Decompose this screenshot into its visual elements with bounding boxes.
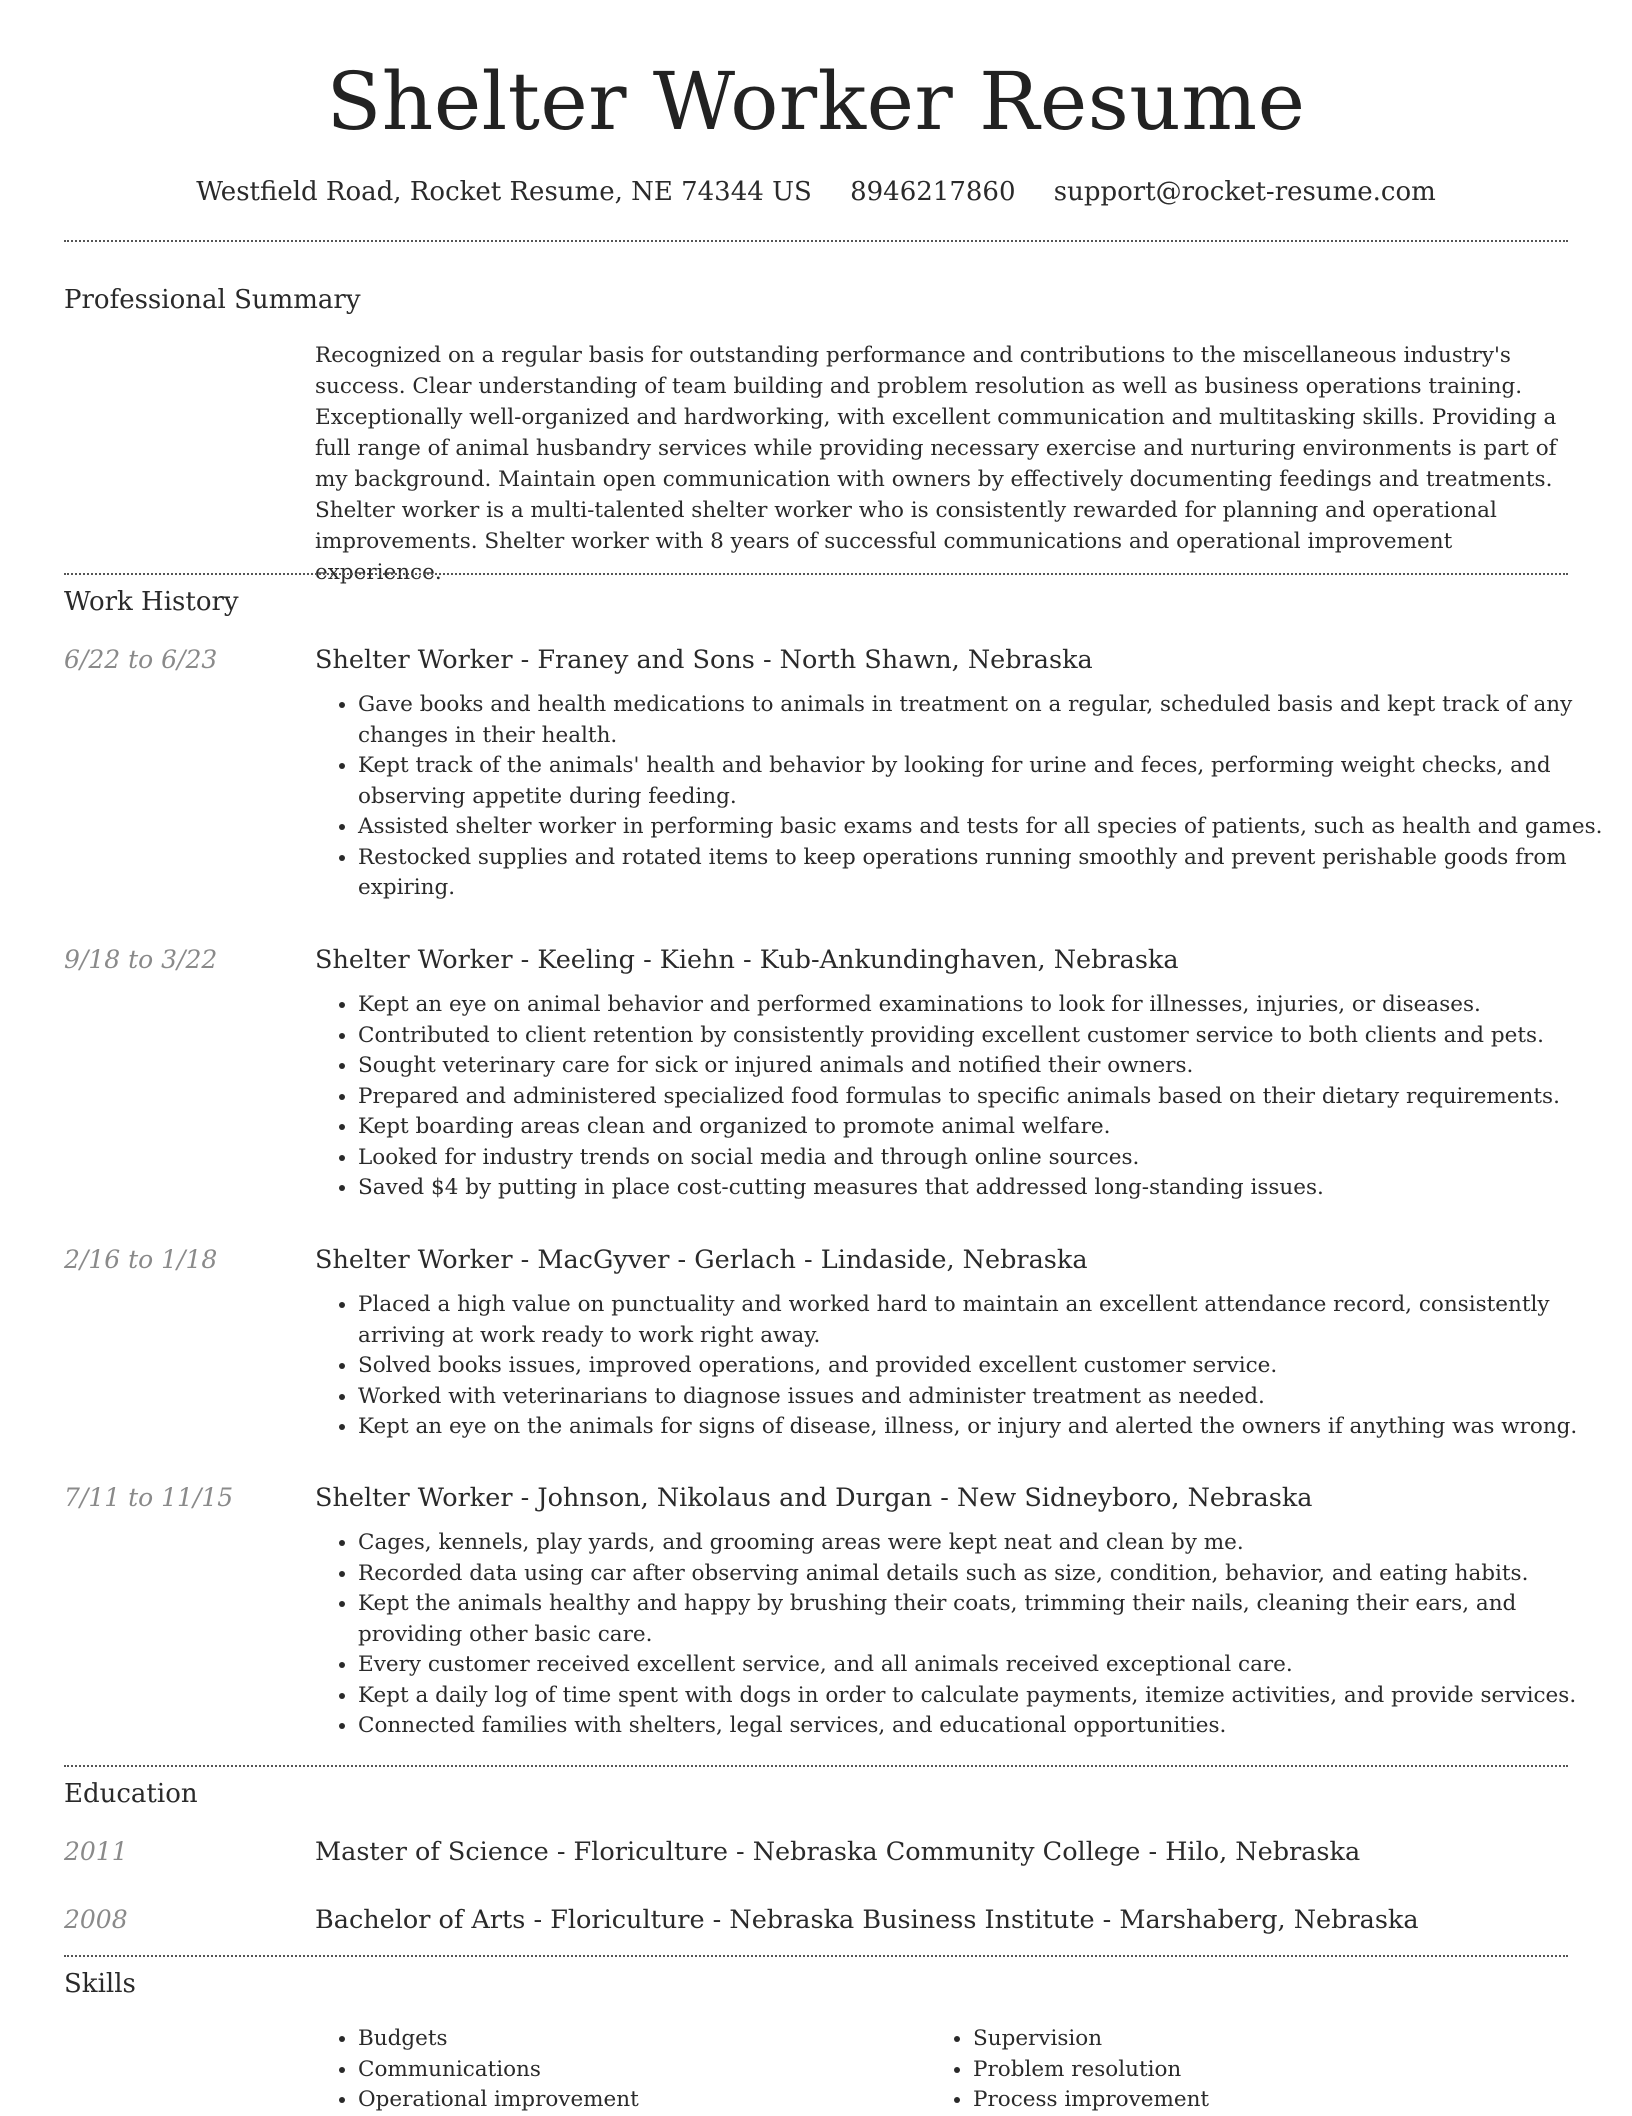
- job-bullet: • Gave books and health medications to animals in treatment on a regular, scheduled basis and kept track of any changes in their health.: [358, 690, 1603, 751]
- job-bullet: • Contributed to client retention by consistently providing excellent customer service to both clients and pets.: [358, 1021, 1603, 1052]
- job-bullet: • Cages, kennels, play yards, and grooming areas were kept neat and clean by me.: [358, 1528, 1603, 1559]
- job-bullet: • Saved $4 by putting in place cost-cutting measures that addressed long-standing issues.: [358, 1173, 1603, 1204]
- job-bullet: • Every customer received excellent service, and all animals received exceptional care.: [358, 1650, 1603, 1681]
- job-bullet: • Kept an eye on the animals for signs of disease, illness, or injury and alerted the owners if anything was wrong.: [358, 1412, 1603, 1443]
- skill-item: • Communications: [358, 2055, 918, 2086]
- job-bullet: • Kept track of the animals' health and behavior by looking for urine and feces, performing weight checks, and observing appetite during feeding.: [358, 751, 1603, 812]
- job-bullet: • Recorded data using car after observing animal details such as size, condition, behavior, and eating habits.: [358, 1559, 1603, 1590]
- job-bullet: • Solved books issues, improved operations, and provided excellent customer service.: [358, 1351, 1603, 1382]
- job-bullet: • Looked for industry trends on social media and through online sources.: [358, 1143, 1603, 1174]
- job-bullet: • Placed a high value on punctuality and worked hard to maintain an excellent attendance record, consistently arriving at work ready to work right away.: [358, 1290, 1603, 1351]
- contact-line: [0, 174, 1632, 210]
- skill-item: • Operational improvement: [358, 2085, 918, 2116]
- education-title: Master of Science - Floriculture - Nebraska Community College - Hilo, Nebraska: [315, 1837, 1361, 1867]
- skills-heading: Skills: [64, 1969, 136, 1999]
- job-bullet: • Worked with veterinarians to diagnose issues and administer treatment as needed.: [358, 1382, 1603, 1413]
- job-title: Shelter Worker - Franey and Sons - North Shawn, Nebraska: [315, 645, 1093, 675]
- work-history-heading: Work History: [64, 587, 239, 617]
- skills-list-left: [315, 2024, 918, 2116]
- job-bullets: [315, 690, 1603, 904]
- job-bullet: • Kept an eye on animal behavior and performed examinations to look for illnesses, injuries, or diseases.: [358, 990, 1603, 1021]
- education-title: Bachelor of Arts - Floriculture - Nebraska Business Institute - Marshaberg, Nebraska: [315, 1905, 1419, 1935]
- job-bullet: • Kept boarding areas clean and organized to promote animal welfare.: [358, 1112, 1603, 1143]
- divider: [64, 1765, 1568, 1767]
- job-bullet: • Kept a daily log of time spent with dogs in order to calculate payments, itemize activities, and provide services.: [358, 1681, 1603, 1712]
- job-bullet: • Kept the animals healthy and happy by brushing their coats, trimming their nails, cleaning their ears, and providing other basic care.: [358, 1589, 1603, 1650]
- job-title: Shelter Worker - Keeling - Kiehn - Kub-Ankundinghaven, Nebraska: [315, 945, 1179, 975]
- divider: [64, 573, 1568, 575]
- job-bullets: [315, 990, 1603, 1204]
- job-bullet: • Restocked supplies and rotated items to keep operations running smoothly and prevent perishable goods from expiring.: [358, 843, 1603, 904]
- job-dates: 2/16 to 1/18: [64, 1245, 218, 1274]
- education-year: 2011: [64, 1837, 128, 1866]
- divider: [64, 240, 1568, 242]
- contact-phone: 8946217860: [850, 177, 1016, 207]
- job-bullets: [315, 1290, 1603, 1443]
- skill-item: • Process improvement: [973, 2085, 1533, 2116]
- job-bullet: • Sought veterinary care for sick or injured animals and notified their owners.: [358, 1051, 1603, 1082]
- education-heading: Education: [64, 1779, 198, 1809]
- job-dates: 9/18 to 3/22: [64, 945, 218, 974]
- skill-item: • Budgets: [358, 2024, 918, 2055]
- job-bullets: [315, 1528, 1603, 1742]
- resume-title: Shelter Worker Resume: [326, 55, 1306, 148]
- skill-item: • Problem resolution: [973, 2055, 1533, 2086]
- job-title: Shelter Worker - Johnson, Nikolaus and Durgan - New Sidneyboro, Nebraska: [315, 1483, 1313, 1513]
- summary-text: Recognized on a regular basis for outstanding performance and contributions to the miscellaneous industry's success. Clear understanding of team building and problem resolution as well as business operations training. Exceptionally well-organized and hardworking, with excellent communication and multitasking skills. Providing a full range of animal husbandry services while providing necessary exercise and nurturing environments is part of my background. Maintain open communication with owners by effectively documenting feedings and treatments. Shelter worker is a multi-talented shelter worker who is consistently rewarded for planning and operational improvements. Shelter worker with 8 years of successful communications and operational improvement experience.: [315, 343, 1557, 585]
- job-title: Shelter Worker - MacGyver - Gerlach - Lindaside, Nebraska: [315, 1245, 1088, 1275]
- resume-header: [0, 0, 1632, 210]
- summary-heading: Professional Summary: [64, 285, 361, 315]
- job-bullet: • Assisted shelter worker in performing basic exams and tests for all species of patients, such as health and games.: [358, 812, 1603, 843]
- contact-address: Westfield Road, Rocket Resume, NE 74344 US: [196, 177, 812, 207]
- job-dates: 7/11 to 11/15: [64, 1483, 234, 1512]
- job-bullet: • Prepared and administered specialized food formulas to specific animals based on their dietary requirements.: [358, 1082, 1603, 1113]
- education-year: 2008: [64, 1905, 128, 1934]
- skills-list-right: [930, 2024, 1533, 2116]
- job-dates: 6/22 to 6/23: [64, 645, 218, 674]
- contact-email: support@rocket-resume.com: [1053, 177, 1436, 207]
- skill-item: • Supervision: [973, 2024, 1533, 2055]
- divider: [64, 1955, 1568, 1957]
- job-bullet: • Connected families with shelters, legal services, and educational opportunities.: [358, 1711, 1603, 1742]
